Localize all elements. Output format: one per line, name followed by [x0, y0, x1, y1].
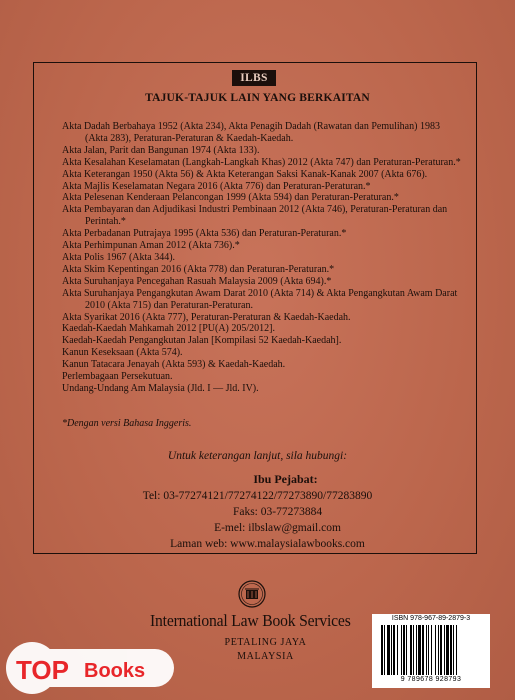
- topbooks-watermark-logo: [4, 637, 186, 699]
- list-item: Akta Pelesenan Kenderaan Pelancongan 1999 (Akta 594) dan Peraturan-Peraturan.*: [62, 192, 399, 204]
- publisher-city: PETALING JAYA: [224, 637, 307, 648]
- contact-intro: Untuk keterangan lanjut, sila hubungi:: [167, 450, 348, 462]
- barcode-digits: 9 789678 928793: [400, 676, 462, 683]
- isbn-barcode: [372, 614, 490, 688]
- list-item: Akta Jalan, Parit dan Bangunan 1974 (Akta 133).: [62, 144, 260, 156]
- email-line: E-mel: ilbslaw@gmail.com: [214, 522, 341, 534]
- related-titles-heading: TAJUK-TAJUK LAIN YANG BERKAITAN: [145, 92, 370, 104]
- list-item: Undang-Undang Am Malaysia (Jld. I — Jld. IV).: [62, 382, 259, 394]
- english-version-note: *Dengan versi Bahasa Inggeris.: [62, 418, 192, 429]
- list-item: Akta Perbadanan Putrajaya 1995 (Akta 536) dan Peraturan-Peraturan.*: [62, 228, 347, 240]
- list-item: Akta Majlis Keselamatan Negara 2016 (Akta 776) dan Peraturan-Peraturan.*: [62, 180, 371, 192]
- head-office-label: Ibu Pejabat:: [253, 472, 318, 486]
- list-item: Kanun Tatacara Jenayah (Akta 593) & Kaedah-Kaedah.: [62, 359, 286, 371]
- list-item: Kanun Keseksaan (Akta 574).: [62, 347, 183, 359]
- list-item: Akta Dadah Berbahaya 1952 (Akta 234), Akta Penagih Dadah (Rawatan dan Pemulihan) 1983 (Akta 283), Peraturan-Peraturan & Kaedah-Kaedah.: [62, 121, 440, 144]
- list-item: Akta Polis 1967 (Akta 344).: [62, 251, 176, 263]
- list-item: Kaedah-Kaedah Mahkamah 2012 [PU(A) 205/2012].: [62, 323, 275, 335]
- svg-text:Books: Books: [84, 660, 146, 682]
- list-item: Perlembagaan Persekutuan.: [62, 371, 173, 383]
- list-item: Kaedah-Kaedah Pengangkutan Jalan [Kompilasi 52 Kaedah-Kaedah].: [62, 335, 342, 347]
- website-line: Laman web: www.malaysialawbooks.com: [170, 538, 365, 550]
- barcode-icon: [381, 625, 481, 675]
- svg-text:TOP: TOP: [16, 655, 69, 685]
- publisher-name: International Law Book Services: [150, 611, 351, 630]
- list-item: Akta Keterangan 1950 (Akta 56) & Akta Keterangan Saksi Kanak-Kanak 2007 (Akta 676).: [62, 168, 428, 180]
- ilbs-badge: ILBS: [232, 70, 276, 86]
- fax-line: Faks: 03-77273884: [232, 506, 323, 518]
- list-item: Akta Skim Kepentingan 2016 (Akta 778) dan Peraturan-Peraturan.*: [62, 263, 335, 275]
- list-item: Akta Suruhanjaya Pencegahan Rasuah Malaysia 2009 (Akta 694).*: [62, 275, 332, 287]
- related-titles-list: [62, 121, 462, 395]
- telephone-line: Tel: 03-77274121/77274122/77273890/77283890: [142, 490, 373, 502]
- list-item: Akta Kesalahan Keselamatan (Langkah-Langkah Khas) 2012 (Akta 747) dan Peraturan-Peraturan.*: [62, 156, 461, 168]
- isbn-label: ISBN 978-967-89-2879-3: [391, 615, 471, 622]
- list-item: Akta Syarikat 2016 (Akta 777), Peraturan-Peraturan & Kaedah-Kaedah.: [62, 311, 351, 323]
- publisher-country: MALAYSIA: [237, 651, 294, 662]
- publisher-logo-icon: [237, 580, 267, 608]
- list-item: Akta Pembayaran dan Adjudikasi Industri Pembinaan 2012 (Akta 746), Peraturan-Peraturan dan Perintah.*: [62, 204, 448, 228]
- list-item: Akta Suruhanjaya Pengangkutan Awam Darat 2010 (Akta 714) & Akta Pengangkutan Awam Darat 2010 (Akta 715) dan Peraturan-Peraturan.: [62, 287, 458, 311]
- list-item: Akta Perhimpunan Aman 2012 (Akta 736).*: [62, 240, 240, 252]
